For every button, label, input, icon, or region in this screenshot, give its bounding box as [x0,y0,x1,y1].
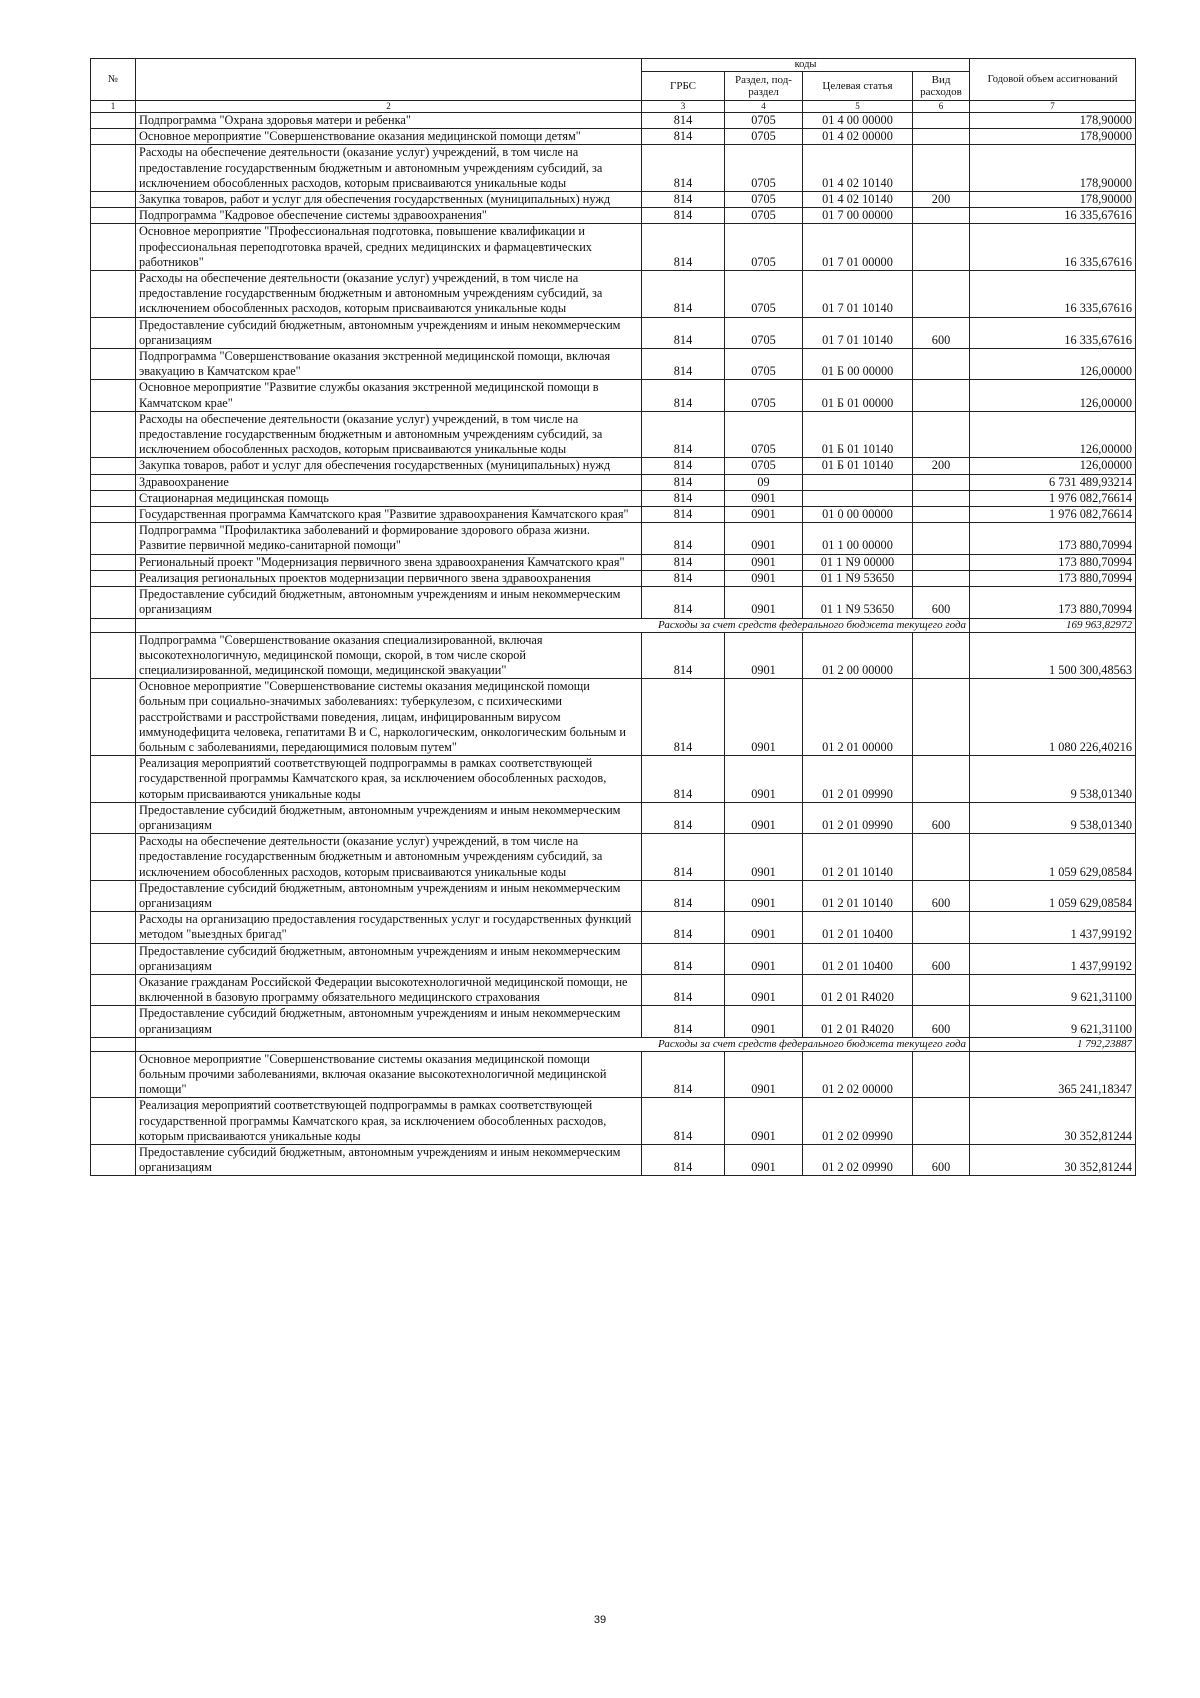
row-name: Предоставление субсидий бюджетным, автономным учреждениям и иным некоммерческим организациям [136,1145,642,1176]
row-name: Расходы на организацию предоставления государственных услуг и государственных функций методом "выездных бригад" [136,912,642,943]
row-number-cell [91,570,136,586]
row-target-item: 01 Б 01 00000 [803,380,913,411]
row-grbs: 814 [642,570,725,586]
row-expense-type [913,208,970,224]
row-number-cell [91,523,136,554]
table-row [91,129,1136,145]
row-section: 0901 [725,1006,803,1037]
budget-rows [91,113,1136,1176]
row-target-item [803,474,913,490]
row-section: 0901 [725,570,803,586]
row-number-cell [91,756,136,803]
header-codes: коды [642,59,970,72]
row-expense-type: 600 [913,1006,970,1037]
federal-budget-row [91,618,1136,632]
row-number-cell [91,974,136,1005]
row-name: Подпрограмма "Совершенствование оказания специализированной, включая высокотехнологичную, медицинской помощи, скорой, в том числе скорой специализированной, медицинской помощи, медицинской эвакуации" [136,632,642,679]
row-name: Подпрограмма "Совершенствование оказания экстренной медицинской помощи, включая эвакуацию в Камчатском крае" [136,349,642,380]
row-target-item: 01 7 00 00000 [803,208,913,224]
row-target-item: 01 Б 00 00000 [803,349,913,380]
row-annual-amount: 173 880,70994 [970,523,1136,554]
row-name: Основное мероприятие "Совершенствование оказания медицинской помощи детям" [136,129,642,145]
table-row [91,474,1136,490]
row-name: Предоставление субсидий бюджетным, автономным учреждениям и иным некоммерческим организациям [136,587,642,618]
row-expense-type [913,145,970,192]
row-grbs: 814 [642,1051,725,1098]
table-row [91,145,1136,192]
row-number-cell [91,679,136,756]
row-expense-type [913,474,970,490]
row-number-cell [91,271,136,318]
row-number-cell [91,554,136,570]
row-target-item: 01 2 02 09990 [803,1145,913,1176]
row-section: 0705 [725,380,803,411]
table-row [91,458,1136,474]
row-section: 0705 [725,271,803,318]
header-target-item: Целевая статья [803,72,913,101]
row-expense-type [913,679,970,756]
row-target-item: 01 4 02 00000 [803,129,913,145]
row-grbs: 814 [642,1145,725,1176]
row-number-cell [91,587,136,618]
row-name: Стационарная медицинская помощь [136,490,642,506]
row-grbs: 814 [642,1098,725,1145]
row-number-cell [91,1037,136,1051]
row-expense-type [913,490,970,506]
row-grbs: 814 [642,411,725,458]
row-expense-type [913,224,970,271]
row-target-item: 01 4 02 10140 [803,145,913,192]
row-target-item: 01 2 01 09990 [803,802,913,833]
table-row [91,943,1136,974]
header-number: № [91,59,136,101]
row-target-item: 01 4 02 10140 [803,192,913,208]
row-annual-amount: 1 792,23887 [970,1037,1136,1051]
row-target-item: 01 2 01 R4020 [803,1006,913,1037]
header-expense-type: Вид расходов [913,72,970,101]
row-number-cell [91,507,136,523]
row-annual-amount: 1 059 629,08584 [970,880,1136,911]
table-row [91,411,1136,458]
row-section: 0705 [725,349,803,380]
table-row [91,1145,1136,1176]
table-row [91,1098,1136,1145]
row-name: Реализация мероприятий соответствующей подпрограммы в рамках соответствующей государственной программы Камчатского края, за исключением обособленных расходов, которым присваиваются уникальные коды [136,1098,642,1145]
row-annual-amount: 126,00000 [970,411,1136,458]
column-number: 1 [91,101,136,113]
header-annual-volume: Годовой объем ассигнований [970,59,1136,101]
row-section: 0901 [725,802,803,833]
row-expense-type [913,834,970,881]
table-row [91,1006,1136,1037]
row-name: Расходы на обеспечение деятельности (оказание услуг) учреждений, в том числе на предоставление государственным бюджетным и автономным учреждениям субсидий, за исключением обособленных расходов, которым присваиваются уникальные коды [136,271,642,318]
table-row [91,192,1136,208]
row-grbs: 814 [642,474,725,490]
row-section: 0901 [725,943,803,974]
row-section: 0705 [725,145,803,192]
row-name: Основное мероприятие "Совершенствование системы оказания медицинской помощи больным прочими заболеваниями, включая оказание высокотехнологичной медицинской помощи" [136,1051,642,1098]
row-target-item: 01 2 02 00000 [803,1051,913,1098]
row-number-cell [91,224,136,271]
row-grbs: 814 [642,192,725,208]
row-name: Предоставление субсидий бюджетным, автономным учреждениям и иным некоммерческим организациям [136,1006,642,1037]
row-target-item: 01 1 N9 53650 [803,587,913,618]
row-number-cell [91,411,136,458]
row-target-item: 01 2 01 09990 [803,756,913,803]
row-grbs: 814 [642,834,725,881]
row-annual-amount: 1 437,99192 [970,943,1136,974]
column-number: 4 [725,101,803,113]
row-target-item: 01 1 N9 00000 [803,554,913,570]
row-expense-type [913,507,970,523]
row-name: Расходы на обеспечение деятельности (оказание услуг) учреждений, в том числе на предоставление государственным бюджетным и автономным учреждениям субсидий, за исключением обособленных расходов, которым присваиваются уникальные коды [136,411,642,458]
row-section: 0901 [725,912,803,943]
row-expense-type: 600 [913,1145,970,1176]
row-annual-amount: 169 963,82972 [970,618,1136,632]
table-row [91,974,1136,1005]
row-name: Предоставление субсидий бюджетным, автономным учреждениям и иным некоммерческим организациям [136,943,642,974]
row-name: Подпрограмма "Охрана здоровья матери и ребенка" [136,113,642,129]
row-target-item: 01 2 01 00000 [803,679,913,756]
row-target-item: 01 2 01 10400 [803,943,913,974]
row-number-cell [91,834,136,881]
row-expense-type [913,1051,970,1098]
row-expense-type [913,554,970,570]
column-number: 7 [970,101,1136,113]
row-target-item: 01 1 N9 53650 [803,570,913,586]
column-number-row [91,101,1136,113]
row-grbs: 814 [642,802,725,833]
table-row [91,224,1136,271]
row-target-item: 01 7 01 00000 [803,224,913,271]
row-expense-type: 600 [913,802,970,833]
row-section: 0901 [725,1098,803,1145]
row-number-cell [91,458,136,474]
table-row [91,317,1136,348]
row-name: Закупка товаров, работ и услуг для обеспечения государственных (муниципальных) нужд [136,192,642,208]
row-grbs: 814 [642,271,725,318]
row-name: Подпрограмма "Профилактика заболеваний и формирование здорового образа жизни. Развитие первичной медико-санитарной помощи" [136,523,642,554]
row-grbs: 814 [642,587,725,618]
row-section: 0705 [725,224,803,271]
table-row [91,554,1136,570]
row-annual-amount: 16 335,67616 [970,317,1136,348]
row-expense-type: 600 [913,880,970,911]
row-grbs: 814 [642,912,725,943]
row-name: Предоставление субсидий бюджетным, автономным учреждениям и иным некоммерческим организациям [136,802,642,833]
row-expense-type [913,271,970,318]
row-section: 09 [725,474,803,490]
row-target-item: 01 7 01 10140 [803,271,913,318]
row-number-cell [91,912,136,943]
row-number-cell [91,1006,136,1037]
table-row [91,679,1136,756]
table-row [91,756,1136,803]
row-section: 0901 [725,834,803,881]
row-target-item: 01 2 00 00000 [803,632,913,679]
row-expense-type [913,411,970,458]
row-expense-type [913,1098,970,1145]
table-row [91,523,1136,554]
row-number-cell [91,145,136,192]
row-target-item: 01 2 01 10140 [803,880,913,911]
row-name: Подпрограмма "Кадровое обеспечение системы здравоохранения" [136,208,642,224]
row-number-cell [91,802,136,833]
row-annual-amount: 9 621,31100 [970,974,1136,1005]
row-grbs: 814 [642,554,725,570]
row-target-item: 01 2 02 09990 [803,1098,913,1145]
row-annual-amount: 173 880,70994 [970,570,1136,586]
row-annual-amount: 126,00000 [970,458,1136,474]
row-expense-type [913,113,970,129]
row-annual-amount: 1 080 226,40216 [970,679,1136,756]
row-annual-amount: 9 621,31100 [970,1006,1136,1037]
row-grbs: 814 [642,380,725,411]
row-section: 0705 [725,208,803,224]
table-row [91,834,1136,881]
row-annual-amount: 365 241,18347 [970,1051,1136,1098]
row-target-item: 01 2 01 10400 [803,912,913,943]
row-name: Расходы за счет средств федерального бюджета текущего года [136,618,970,632]
row-number-cell [91,880,136,911]
header-row-top [91,59,1136,72]
row-number-cell [91,618,136,632]
table-row [91,349,1136,380]
table-row [91,507,1136,523]
table-row [91,380,1136,411]
row-grbs: 814 [642,208,725,224]
row-target-item: 01 7 01 10140 [803,317,913,348]
row-name: Расходы на обеспечение деятельности (оказание услуг) учреждений, в том числе на предоставление государственным бюджетным и автономным учреждениям субсидий, за исключением обособленных расходов, которым присваиваются уникальные коды [136,145,642,192]
row-target-item [803,490,913,506]
row-name: Здравоохранение [136,474,642,490]
row-annual-amount: 30 352,81244 [970,1145,1136,1176]
row-annual-amount: 30 352,81244 [970,1098,1136,1145]
row-name: Предоставление субсидий бюджетным, автономным учреждениям и иным некоммерческим организациям [136,880,642,911]
row-section: 0901 [725,880,803,911]
row-grbs: 814 [642,317,725,348]
row-annual-amount: 173 880,70994 [970,554,1136,570]
column-number: 5 [803,101,913,113]
row-number-cell [91,490,136,506]
row-name: Основное мероприятие "Развитие службы оказания экстренной медицинской помощи в Камчатском крае" [136,380,642,411]
row-annual-amount: 1 976 082,76614 [970,507,1136,523]
header-grbs: ГРБС [642,72,725,101]
row-expense-type [913,380,970,411]
row-grbs: 814 [642,145,725,192]
row-target-item: 01 2 01 10140 [803,834,913,881]
row-number-cell [91,1145,136,1176]
row-section: 0901 [725,554,803,570]
row-annual-amount: 178,90000 [970,113,1136,129]
row-number-cell [91,943,136,974]
table-row [91,1051,1136,1098]
row-section: 0901 [725,974,803,1005]
row-grbs: 814 [642,756,725,803]
row-name: Государственная программа Камчатского края "Развитие здравоохранения Камчатского края" [136,507,642,523]
row-annual-amount: 6 731 489,93214 [970,474,1136,490]
column-number: 3 [642,101,725,113]
row-number-cell [91,380,136,411]
row-target-item: 01 4 00 00000 [803,113,913,129]
row-grbs: 814 [642,679,725,756]
row-grbs: 814 [642,458,725,474]
federal-budget-row [91,1037,1136,1051]
row-section: 0901 [725,507,803,523]
row-number-cell [91,1051,136,1098]
row-annual-amount: 9 538,01340 [970,756,1136,803]
row-expense-type: 200 [913,192,970,208]
row-expense-type [913,974,970,1005]
row-target-item: 01 Б 01 10140 [803,458,913,474]
row-expense-type [913,129,970,145]
row-section: 0901 [725,679,803,756]
table-row [91,802,1136,833]
row-annual-amount: 178,90000 [970,129,1136,145]
row-annual-amount: 16 335,67616 [970,271,1136,318]
row-annual-amount: 1 500 300,48563 [970,632,1136,679]
row-name: Реализация мероприятий соответствующей подпрограммы в рамках соответствующей государственной программы Камчатского края, за исключением обособленных расходов, которым присваиваются уникальные коды [136,756,642,803]
table-row [91,912,1136,943]
row-name: Реализация региональных проектов модернизации первичного звена здравоохранения [136,570,642,586]
row-section: 0705 [725,113,803,129]
row-section: 0901 [725,632,803,679]
row-name: Основное мероприятие "Профессиональная подготовка, повышение квалификации и профессиональная переподготовка врачей, средних медицинских и фармацевтических работников" [136,224,642,271]
table-row [91,632,1136,679]
row-annual-amount: 178,90000 [970,145,1136,192]
budget-table [90,58,1136,1176]
row-section: 0705 [725,411,803,458]
row-grbs: 814 [642,974,725,1005]
row-number-cell [91,1098,136,1145]
row-expense-type: 600 [913,587,970,618]
table-row [91,271,1136,318]
row-grbs: 814 [642,880,725,911]
row-annual-amount: 1 976 082,76614 [970,490,1136,506]
row-grbs: 814 [642,490,725,506]
budget-sheet [90,58,1135,1176]
row-annual-amount: 126,00000 [970,380,1136,411]
row-expense-type [913,349,970,380]
table-row [91,113,1136,129]
row-expense-type: 600 [913,317,970,348]
table-row [91,570,1136,586]
table-row [91,587,1136,618]
row-expense-type [913,912,970,943]
row-number-cell [91,632,136,679]
row-name: Предоставление субсидий бюджетным, автономным учреждениям и иным некоммерческим организациям [136,317,642,348]
row-number-cell [91,317,136,348]
row-grbs: 814 [642,523,725,554]
row-section: 0901 [725,523,803,554]
row-expense-type [913,632,970,679]
row-section: 0705 [725,192,803,208]
table-row [91,880,1136,911]
page-number: 39 [593,1614,607,1626]
row-name: Оказание гражданам Российской Федерации высокотехнологичной медицинской помощи, не включенной в базовую программу обязательного медицинского страхования [136,974,642,1005]
row-target-item: 01 1 00 00000 [803,523,913,554]
row-annual-amount: 178,90000 [970,192,1136,208]
row-grbs: 814 [642,943,725,974]
row-grbs: 814 [642,224,725,271]
row-expense-type [913,523,970,554]
row-target-item: 01 0 00 00000 [803,507,913,523]
row-annual-amount: 16 335,67616 [970,224,1136,271]
table-row [91,490,1136,506]
row-section: 0901 [725,1145,803,1176]
header-section: Раздел, под-раздел [725,72,803,101]
row-number-cell [91,192,136,208]
row-name: Региональный проект "Модернизация первичного звена здравоохранения Камчатского края" [136,554,642,570]
row-number-cell [91,474,136,490]
row-section: 0901 [725,490,803,506]
row-target-item: 01 Б 01 10140 [803,411,913,458]
row-grbs: 814 [642,129,725,145]
row-grbs: 814 [642,1006,725,1037]
row-section: 0705 [725,317,803,348]
row-annual-amount: 1 437,99192 [970,912,1136,943]
row-number-cell [91,208,136,224]
row-name: Закупка товаров, работ и услуг для обеспечения государственных (муниципальных) нужд [136,458,642,474]
row-target-item: 01 2 01 R4020 [803,974,913,1005]
row-section: 0705 [725,458,803,474]
row-number-cell [91,113,136,129]
row-number-cell [91,129,136,145]
row-section: 0705 [725,129,803,145]
row-expense-type: 200 [913,458,970,474]
row-grbs: 814 [642,507,725,523]
row-name: Расходы за счет средств федерального бюджета текущего года [136,1037,970,1051]
row-expense-type: 600 [913,943,970,974]
row-grbs: 814 [642,349,725,380]
row-annual-amount: 173 880,70994 [970,587,1136,618]
column-number: 2 [136,101,642,113]
row-name: Основное мероприятие "Совершенствование системы оказания медицинской помощи больным при социально-значимых заболеваниях: туберкулезом, с психическими расстройствами и расстройствами поведения, лицам, инфицированным вирусом иммунодефицита человека, гепатитами В и С, наркологическим, онкологическим больным и больным с заболеваниями, передающимися половым путем" [136,679,642,756]
column-number: 6 [913,101,970,113]
table-row [91,208,1136,224]
row-section: 0901 [725,1051,803,1098]
row-annual-amount: 1 059 629,08584 [970,834,1136,881]
row-section: 0901 [725,756,803,803]
row-grbs: 814 [642,632,725,679]
row-grbs: 814 [642,113,725,129]
row-name: Расходы на обеспечение деятельности (оказание услуг) учреждений, в том числе на предоставление государственным бюджетным и автономным учреждениям субсидий, за исключением обособленных расходов, которым присваиваются уникальные коды [136,834,642,881]
row-expense-type [913,570,970,586]
row-annual-amount: 16 335,67616 [970,208,1136,224]
row-annual-amount: 9 538,01340 [970,802,1136,833]
row-annual-amount: 126,00000 [970,349,1136,380]
row-section: 0901 [725,587,803,618]
header-name [136,59,642,101]
row-number-cell [91,349,136,380]
row-expense-type [913,756,970,803]
